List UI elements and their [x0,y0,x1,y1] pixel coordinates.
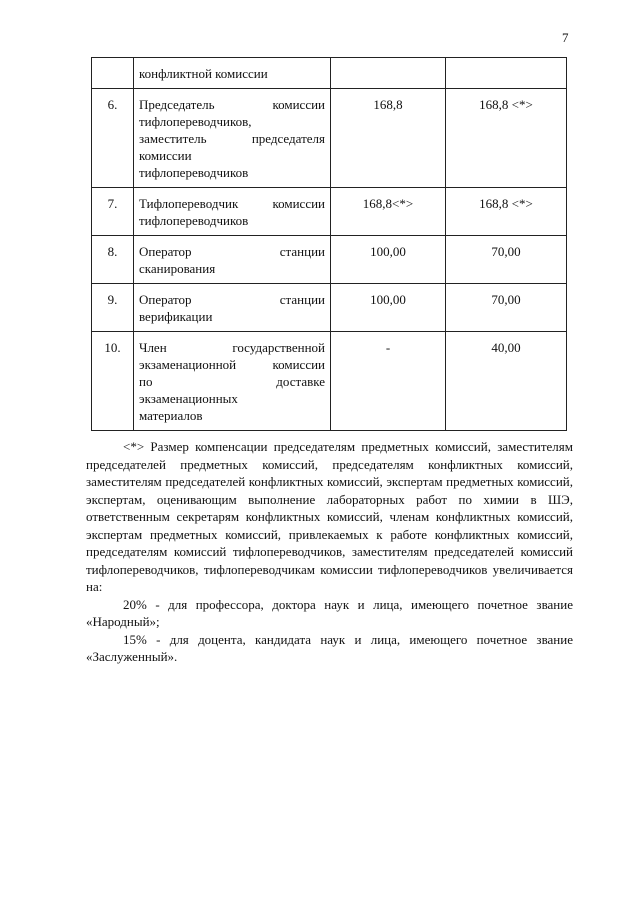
row-number: 7. [92,188,134,236]
position-name-line [139,195,325,212]
position-name-word: Тифлопереводчик [139,196,239,211]
position-name-line [139,339,325,356]
position-name-word: комиссии [272,97,325,112]
amount-col-2: 40,00 [446,332,567,431]
amount-col-1: 168,8 [331,89,446,188]
position-name-line: материалов [139,408,203,423]
row-number: 8. [92,236,134,284]
compensation-table [91,57,567,431]
row-number: 10. [92,332,134,431]
position-name-line: экзаменационных [139,391,238,406]
position-name-line: тифлопереводчиков [139,213,249,228]
position-name-word: комиссии [272,196,325,211]
amount-col-1: 100,00 [331,236,446,284]
footnotes [86,438,573,666]
position-name [134,236,331,284]
position-name-line [139,356,325,373]
position-name-word: Член [139,340,167,355]
position-name-line [139,373,325,390]
position-name [134,58,331,89]
amount-col-2: 70,00 [446,236,567,284]
amount-col-1 [331,58,446,89]
amount-col-2: 168,8 <*> [446,188,567,236]
footnote-item-2: 15% - для доцента, кандидата наук и лица, имеющего почетное звание «Заслуженный». [86,631,573,664]
table-row [92,188,567,236]
table-row [92,332,567,431]
position-name-word: Оператор [139,292,192,307]
position-name-word: комиссии [272,357,325,372]
row-number [92,58,134,89]
position-name-line: верификации [139,309,213,324]
position-name-word: Председатель [139,97,215,112]
position-name-word: по [139,374,153,389]
position-name-line [139,243,325,260]
page-number: 7 [562,30,569,45]
position-name-word: председателя [251,131,325,146]
table-row [92,58,567,89]
position-name-line: сканирования [139,261,216,276]
position-name-word: экзаменационной [139,357,237,372]
position-name-line: тифлопереводчиков, [139,114,252,129]
amount-col-2: 168,8 <*> [446,89,567,188]
position-name-word: доставке [276,374,325,389]
position-name-line: тифлопереводчиков [139,165,249,180]
position-name-word: заместитель [139,131,207,146]
position-name-line [139,130,325,147]
position-name [134,332,331,431]
table-row [92,284,567,332]
position-name-line: комиссии [139,148,192,163]
position-name-word: Оператор [139,244,192,259]
amount-col-2 [446,58,567,89]
position-name-line: конфликтной комиссии [139,66,268,81]
row-number: 9. [92,284,134,332]
position-name-line [139,96,325,113]
amount-col-1: 100,00 [331,284,446,332]
footnote-item-1: 20% - для профессора, доктора наук и лица, имеющего почетное звание «Народный»; [86,596,573,629]
table-row [92,89,567,188]
amount-col-2: 70,00 [446,284,567,332]
position-name [134,89,331,188]
position-name-line [139,291,325,308]
amount-col-1: 168,8<*> [331,188,446,236]
position-name-word: станции [279,292,325,307]
position-name-word: государственной [232,340,325,355]
table-row [92,236,567,284]
row-number: 6. [92,89,134,188]
position-name [134,188,331,236]
footnote-text: <*> Размер компенсации председателям предметных комиссий, заместителям председателей предметных комиссий, председателям конфликтных комиссий, заместителям председателей конфликтных комиссий, экспертам предметных комиссий, экспертам, оценивающим выполнение лабораторных работ по химии в ШЭ, ответственным секретарям конфликтных комиссий, членам конфликтных комиссий, экспертам предметных комиссий, привлекаемых к работе конфликтных комиссий, председателям комиссий тифлопереводчиков, заместителям председателей комиссий тифлопереводчиков, тифлопереводчикам комиссии тифлопереводчиков увеличивается на: [86,439,573,594]
position-name [134,284,331,332]
position-name-word: станции [279,244,325,259]
amount-col-1: - [331,332,446,431]
